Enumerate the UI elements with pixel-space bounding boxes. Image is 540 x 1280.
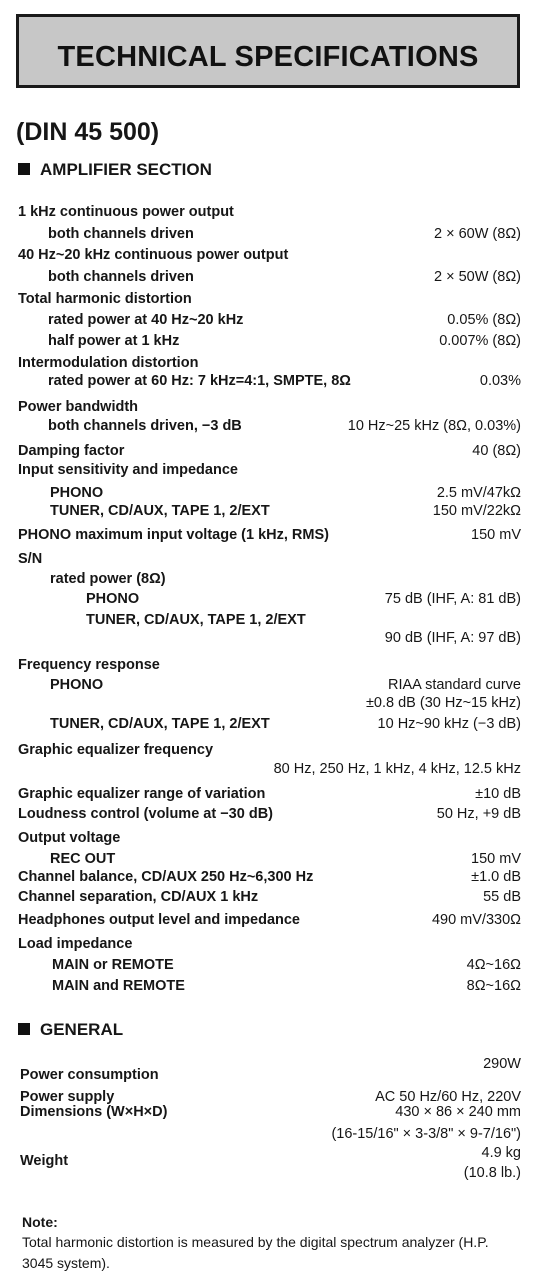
- bullet-square-icon: [18, 1023, 30, 1035]
- amplifier-spec-label: Graphic equalizer frequency: [18, 742, 214, 758]
- amplifier-spec-label: Channel separation, CD/AUX 1 kHz: [18, 889, 259, 905]
- amplifier-spec-label: TUNER, CD/AUX, TAPE 1, 2/EXT: [50, 503, 270, 519]
- amplifier-spec-value: 75 dB (IHF, A: 81 dB): [384, 591, 521, 607]
- amplifier-spec-value: 0.007% (8Ω): [439, 333, 521, 349]
- title-banner: [16, 14, 520, 88]
- amplifier-spec-label: Intermodulation distortion: [18, 355, 199, 371]
- amplifier-spec-value: 2 × 60W (8Ω): [434, 226, 521, 242]
- amplifier-spec-label: Graphic equalizer range of variation: [18, 786, 266, 802]
- amplifier-spec-label: both channels driven: [48, 226, 194, 242]
- note-text: Total harmonic distortion is measured by the digital spectrum analyzer (H.P. 3045 system).: [22, 1234, 489, 1271]
- amplifier-spec-value: 2.5 mV/47kΩ: [436, 485, 521, 501]
- general-spec-value: 4.9 kg: [481, 1145, 521, 1161]
- amplifier-spec-value: RIAA standard curve: [388, 677, 521, 693]
- amplifier-spec-label: 1 kHz continuous power output: [18, 204, 234, 220]
- amplifier-spec-label: REC OUT: [50, 851, 116, 867]
- amplifier-spec-label: rated power (8Ω): [50, 571, 166, 587]
- amplifier-section-heading: [18, 160, 212, 180]
- amplifier-spec-value: ±0.8 dB (30 Hz~15 kHz): [365, 695, 521, 711]
- amplifier-spec-label: Input sensitivity and impedance: [18, 462, 238, 478]
- amplifier-spec-label: rated power at 40 Hz~20 kHz: [48, 312, 244, 328]
- amplifier-spec-label: MAIN and REMOTE: [52, 978, 185, 994]
- amplifier-spec-value: 8Ω~16Ω: [466, 978, 521, 994]
- amplifier-spec-label: PHONO: [50, 677, 104, 693]
- amplifier-spec-value: 10 Hz~25 kHz (8Ω, 0.03%): [347, 418, 521, 434]
- amplifier-spec-label: TUNER, CD/AUX, TAPE 1, 2/EXT: [86, 612, 306, 628]
- amplifier-spec-label: MAIN or REMOTE: [52, 957, 174, 973]
- amplifier-spec-label: rated power at 60 Hz: 7 kHz=4:1, SMPTE, 8Ω: [48, 373, 351, 389]
- amplifier-spec-value: 80 Hz, 250 Hz, 1 kHz, 4 kHz, 12.5 kHz: [273, 761, 521, 777]
- amplifier-spec-label: Total harmonic distortion: [18, 291, 192, 307]
- amplifier-spec-value: 0.05% (8Ω): [447, 312, 521, 328]
- general-section-heading: [18, 1020, 123, 1040]
- amplifier-spec-label: half power at 1 kHz: [48, 333, 180, 349]
- general-heading-text: GENERAL: [40, 1020, 124, 1039]
- general-spec-value: 430 × 86 × 240 mm: [395, 1104, 521, 1120]
- note-heading: Note:: [22, 1214, 58, 1230]
- general-spec-label: Power supply: [20, 1089, 115, 1105]
- general-spec-value: (16-15/16" × 3-3/8" × 9-7/16"): [331, 1126, 521, 1142]
- general-spec-value: (10.8 lb.): [463, 1165, 521, 1181]
- bullet-square-icon: [18, 163, 30, 175]
- amplifier-spec-label: PHONO maximum input voltage (1 kHz, RMS): [18, 527, 329, 543]
- amplifier-spec-label: Output voltage: [18, 830, 121, 846]
- amplifier-spec-value: 10 Hz~90 kHz (−3 dB): [377, 716, 521, 732]
- general-spec-value: 290W: [483, 1056, 521, 1072]
- amplifier-spec-label: Headphones output level and impedance: [18, 912, 300, 928]
- general-spec-label: Power consumption: [20, 1067, 159, 1083]
- general-spec-label: Dimensions (W×H×D): [20, 1104, 168, 1120]
- amplifier-spec-value: 55 dB: [483, 889, 521, 905]
- amplifier-spec-value: 0.03%: [479, 373, 521, 389]
- amplifier-heading-text: AMPLIFIER SECTION: [40, 160, 212, 179]
- amplifier-spec-value: 2 × 50W (8Ω): [434, 269, 521, 285]
- amplifier-spec-label: Load impedance: [18, 936, 133, 952]
- amplifier-spec-label: Power bandwidth: [18, 399, 139, 415]
- amplifier-spec-label: TUNER, CD/AUX, TAPE 1, 2/EXT: [50, 716, 270, 732]
- amplifier-spec-value: 90 dB (IHF, A: 97 dB): [384, 630, 521, 646]
- page-title: TECHNICAL SPECIFICATIONS: [57, 41, 479, 73]
- standard-label: (DIN 45 500): [16, 118, 160, 146]
- amplifier-spec-label: 40 Hz~20 kHz continuous power output: [18, 247, 289, 263]
- amplifier-spec-label: PHONO: [86, 591, 140, 607]
- amplifier-spec-value: 40 (8Ω): [472, 443, 521, 459]
- amplifier-spec-value: 490 mV/330Ω: [431, 912, 521, 928]
- amplifier-spec-value: 150 mV: [471, 527, 521, 543]
- general-spec-label: Weight: [20, 1153, 69, 1169]
- amplifier-spec-value: 4Ω~16Ω: [466, 957, 521, 973]
- amplifier-spec-value: ±10 dB: [475, 786, 521, 802]
- amplifier-spec-label: both channels driven, −3 dB: [48, 418, 242, 434]
- amplifier-spec-label: PHONO: [50, 485, 104, 501]
- amplifier-spec-label: Channel balance, CD/AUX 250 Hz~6,300 Hz: [18, 869, 314, 885]
- amplifier-spec-value: 50 Hz, +9 dB: [436, 806, 521, 822]
- amplifier-spec-value: 150 mV/22kΩ: [432, 503, 521, 519]
- amplifier-spec-label: S/N: [18, 551, 43, 567]
- amplifier-spec-label: Loudness control (volume at −30 dB): [18, 806, 273, 822]
- general-spec-value: AC 50 Hz/60 Hz, 220V: [375, 1089, 521, 1105]
- amplifier-spec-value: ±1.0 dB: [471, 869, 521, 885]
- amplifier-spec-label: Damping factor: [18, 443, 125, 459]
- amplifier-spec-value: 150 mV: [471, 851, 521, 867]
- amplifier-spec-label: both channels driven: [48, 269, 194, 285]
- amplifier-spec-label: Frequency response: [18, 657, 160, 673]
